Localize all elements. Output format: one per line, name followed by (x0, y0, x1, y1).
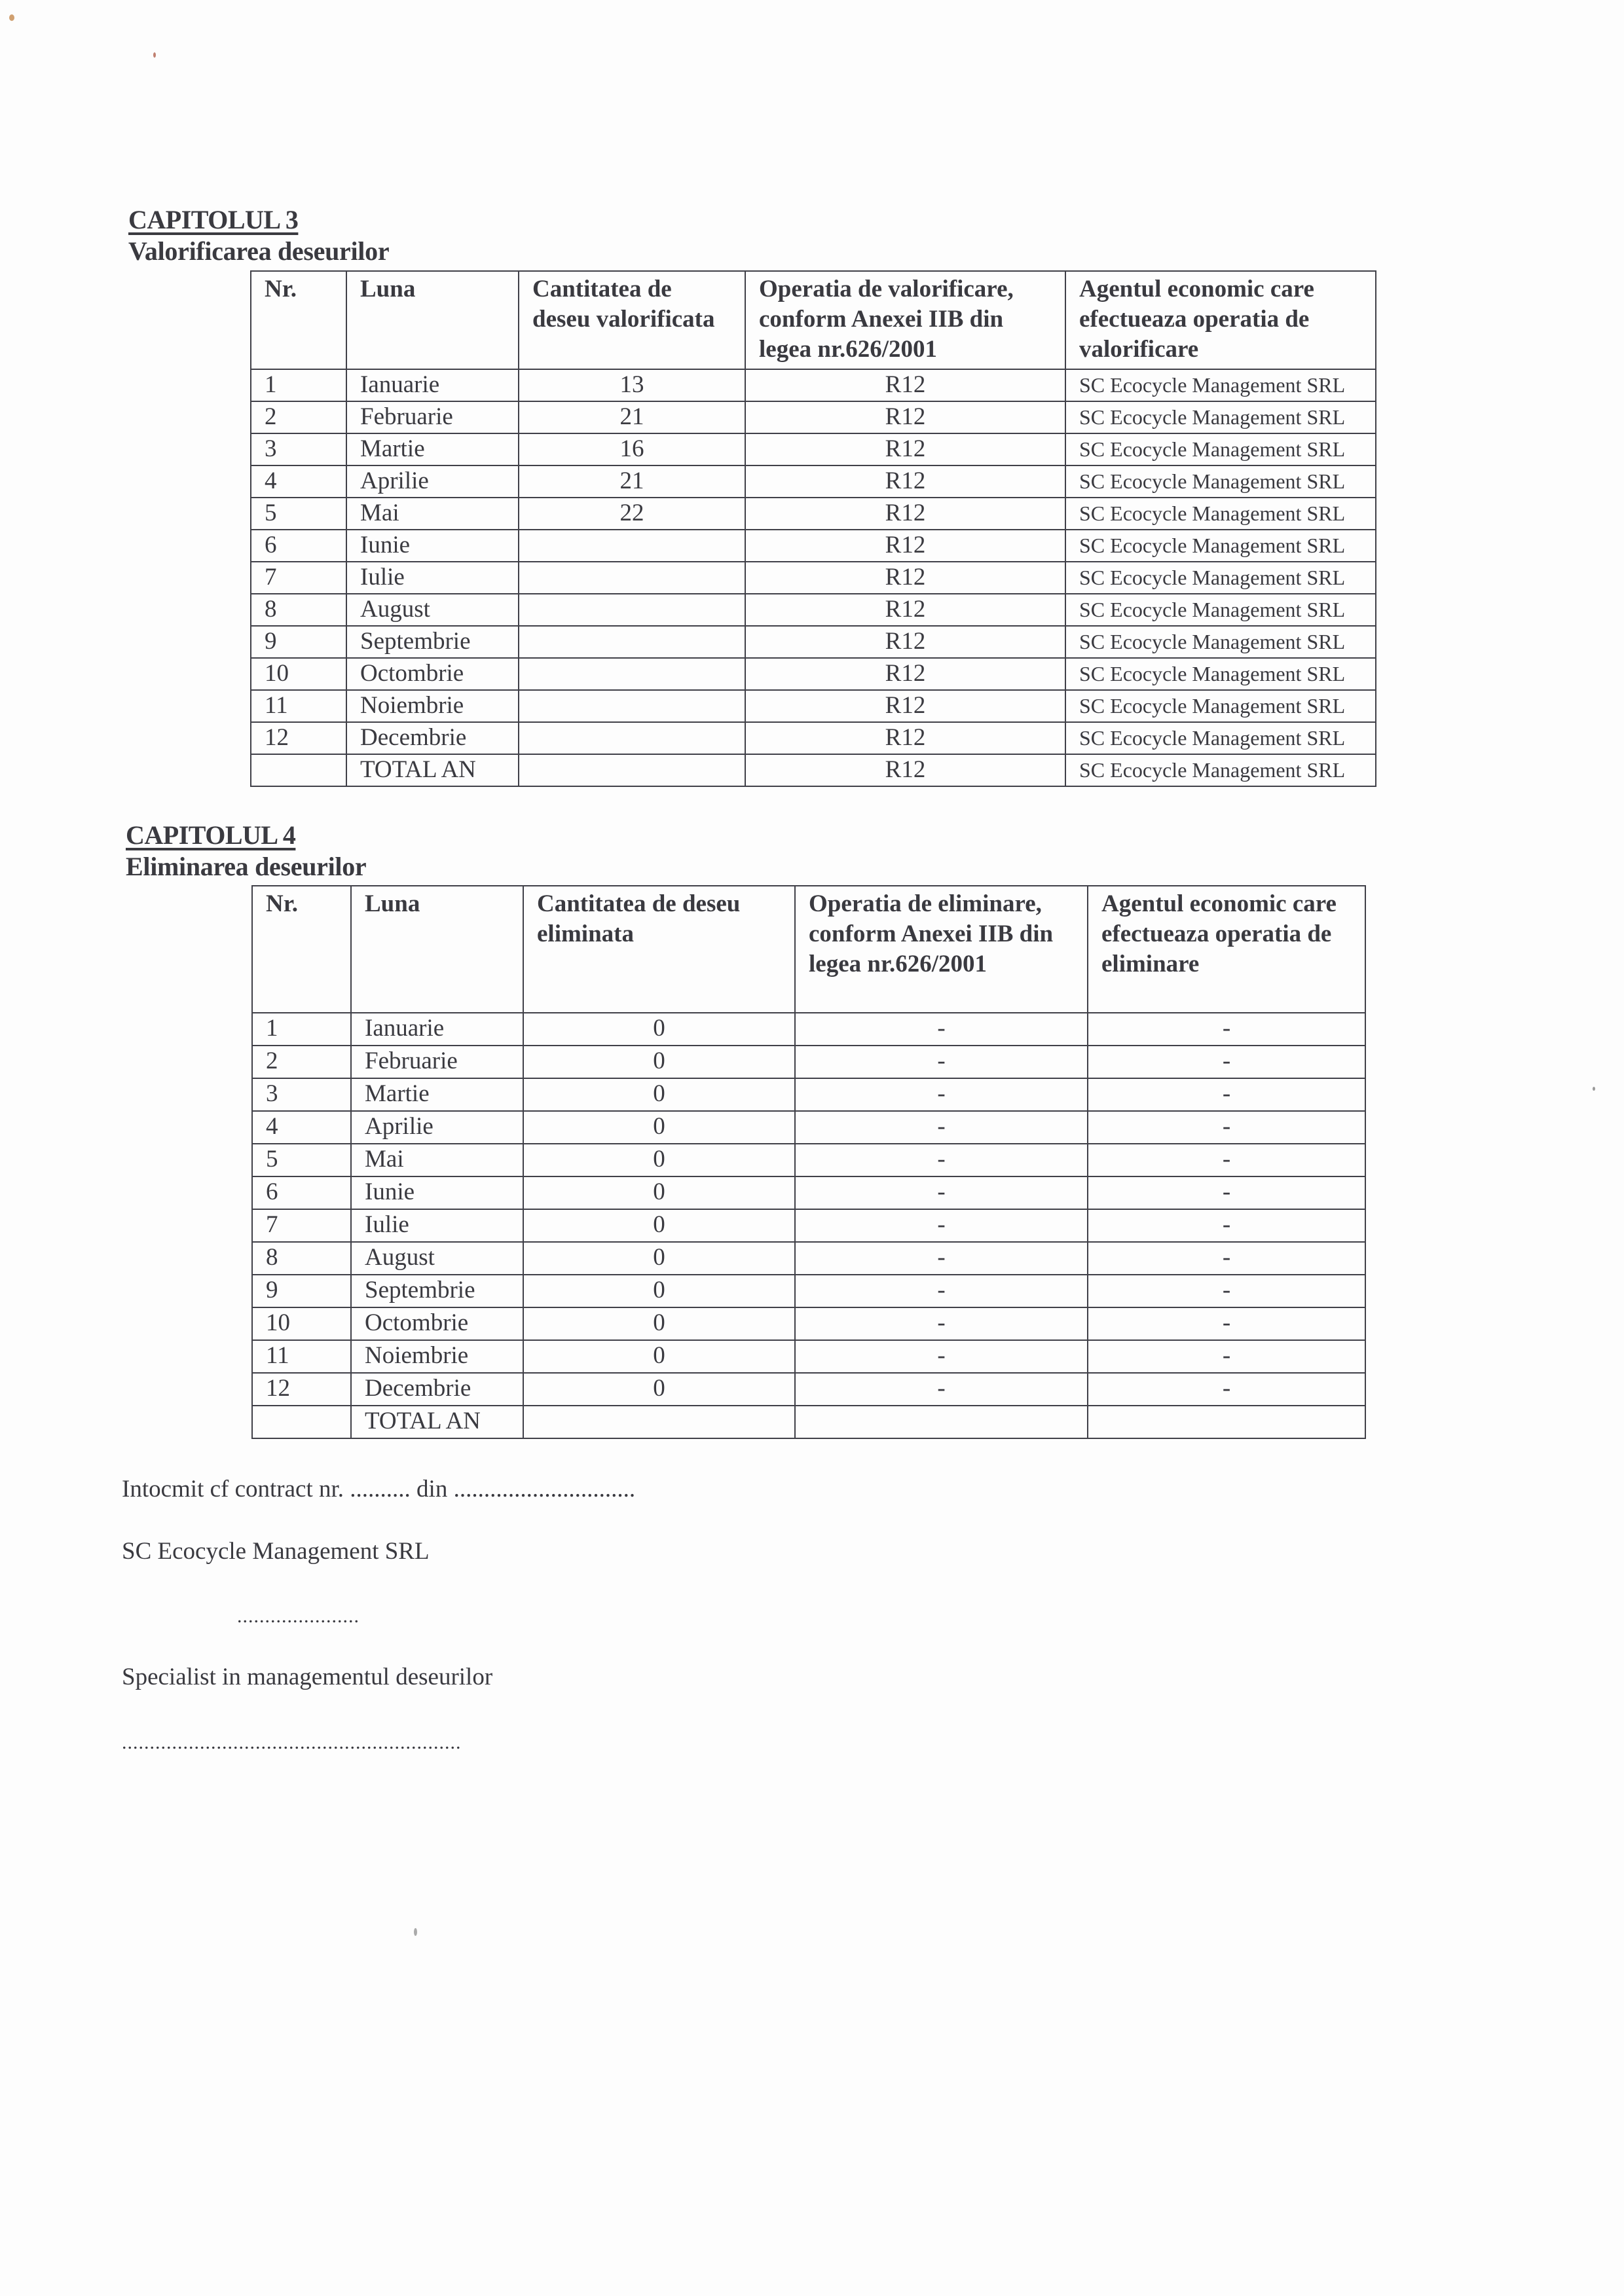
cell-cantitate (519, 626, 745, 658)
cell-cantitate: 13 (519, 369, 745, 401)
cell-luna: TOTAL AN (351, 1406, 523, 1438)
cell-nr: 12 (251, 722, 346, 754)
cell-operatia: R12 (745, 658, 1065, 690)
specialist-label: Specialist in managementul deseurilor (122, 1664, 493, 1690)
cell-nr: 8 (251, 594, 346, 626)
table-header-row (251, 271, 1376, 369)
cell-nr: 9 (251, 626, 346, 658)
scan-speck (9, 14, 14, 21)
table-row (252, 1176, 1365, 1209)
cell-nr: 4 (252, 1111, 351, 1144)
cell-nr: 7 (252, 1209, 351, 1242)
cell-operatia: R12 (745, 754, 1065, 786)
cell-agent: SC Ecocycle Management SRL (1065, 626, 1376, 658)
cell-nr (251, 754, 346, 786)
cell-luna: Iulie (346, 562, 519, 594)
cell-operatia: R12 (745, 626, 1065, 658)
cell-cantitate (519, 722, 745, 754)
cell-nr: 11 (252, 1340, 351, 1373)
cell-cantitate: 22 (519, 498, 745, 530)
header-luna: Luna (346, 271, 519, 369)
table-row (252, 1373, 1365, 1406)
scan-speck (153, 52, 156, 58)
specialist-signature-line: ............................................................. (122, 1732, 462, 1753)
chapter3-title: CAPITOLUL 3 (128, 205, 299, 234)
cell-cantitate (519, 690, 745, 722)
cell-cantitate: 0 (523, 1307, 795, 1340)
table-row (251, 690, 1376, 722)
cell-luna: Iulie (351, 1209, 523, 1242)
cell-cantitate: 0 (523, 1111, 795, 1144)
cell-cantitate: 21 (519, 401, 745, 433)
cell-luna: Mai (346, 498, 519, 530)
table-row (251, 562, 1376, 594)
cell-cantitate: 0 (523, 1275, 795, 1307)
cell-operatia: - (795, 1242, 1088, 1275)
cell-operatia: R12 (745, 498, 1065, 530)
header-agent: Agentul economic care efectueaza operatia de eliminare (1088, 886, 1365, 1013)
table-row (252, 1307, 1365, 1340)
cell-agent: - (1088, 1340, 1365, 1373)
cell-cantitate (519, 754, 745, 786)
cell-nr: 2 (252, 1046, 351, 1078)
table-row (252, 1013, 1365, 1046)
cell-operatia: - (795, 1340, 1088, 1373)
cell-operatia: - (795, 1373, 1088, 1406)
cell-agent: - (1088, 1046, 1365, 1078)
cell-operatia: R12 (745, 401, 1065, 433)
cell-operatia: - (795, 1111, 1088, 1144)
cell-cantitate: 0 (523, 1209, 795, 1242)
company-name: SC Ecocycle Management SRL (122, 1538, 430, 1565)
cell-luna: Decembrie (351, 1373, 523, 1406)
eliminare-table (251, 885, 1366, 1439)
cell-luna: Septembrie (346, 626, 519, 658)
cell-nr: 4 (251, 465, 346, 498)
cell-luna: Decembrie (346, 722, 519, 754)
cell-agent: - (1088, 1176, 1365, 1209)
cell-nr: 10 (252, 1307, 351, 1340)
cell-nr: 12 (252, 1373, 351, 1406)
header-cantitate: Cantitatea de deseu valorificata (519, 271, 745, 369)
cell-luna: Octombrie (351, 1307, 523, 1340)
cell-cantitate: 0 (523, 1144, 795, 1176)
chapter4-title: CAPITOLUL 4 (126, 820, 296, 850)
cell-agent: SC Ecocycle Management SRL (1065, 722, 1376, 754)
cell-luna: Octombrie (346, 658, 519, 690)
cell-cantitate (519, 658, 745, 690)
cell-nr: 2 (251, 401, 346, 433)
header-nr: Nr. (251, 271, 346, 369)
cell-luna: Iunie (351, 1176, 523, 1209)
cell-nr: 10 (251, 658, 346, 690)
cell-operatia: - (795, 1307, 1088, 1340)
cell-operatia: - (795, 1275, 1088, 1307)
cell-agent: - (1088, 1078, 1365, 1111)
table-row (252, 1275, 1365, 1307)
cell-cantitate: 0 (523, 1373, 795, 1406)
table-row (252, 1144, 1365, 1176)
cell-nr: 11 (251, 690, 346, 722)
cell-agent: SC Ecocycle Management SRL (1065, 690, 1376, 722)
cell-agent: SC Ecocycle Management SRL (1065, 530, 1376, 562)
table-row (252, 1406, 1365, 1438)
cell-cantitate (523, 1406, 795, 1438)
cell-nr: 8 (252, 1242, 351, 1275)
header-cantitate: Cantitatea de deseu eliminata (523, 886, 795, 1013)
cell-cantitate (519, 594, 745, 626)
cell-agent (1088, 1406, 1365, 1438)
cell-agent: - (1088, 1373, 1365, 1406)
cell-operatia: R12 (745, 465, 1065, 498)
cell-nr (252, 1406, 351, 1438)
table-row (252, 1111, 1365, 1144)
cell-nr: 7 (251, 562, 346, 594)
table-row (251, 754, 1376, 786)
cell-operatia: R12 (745, 722, 1065, 754)
cell-luna: Noiembrie (351, 1340, 523, 1373)
cell-agent: - (1088, 1307, 1365, 1340)
table-row (251, 401, 1376, 433)
cell-agent: SC Ecocycle Management SRL (1065, 498, 1376, 530)
table-row (251, 433, 1376, 465)
cell-cantitate: 0 (523, 1340, 795, 1373)
cell-cantitate (519, 530, 745, 562)
table-row (252, 1209, 1365, 1242)
table-row (251, 369, 1376, 401)
cell-nr: 6 (251, 530, 346, 562)
contract-line: Intocmit cf contract nr. .......... din .............................. (122, 1476, 636, 1503)
cell-nr: 3 (251, 433, 346, 465)
header-operatia: Operatia de valorificare, conform Anexei IIB din legea nr.626/2001 (745, 271, 1065, 369)
cell-operatia: R12 (745, 562, 1065, 594)
table-row (251, 465, 1376, 498)
cell-operatia: R12 (745, 369, 1065, 401)
header-luna: Luna (351, 886, 523, 1013)
cell-luna: Iunie (346, 530, 519, 562)
cell-agent: SC Ecocycle Management SRL (1065, 465, 1376, 498)
cell-luna: Februarie (346, 401, 519, 433)
table-row (251, 594, 1376, 626)
cell-agent: SC Ecocycle Management SRL (1065, 369, 1376, 401)
cell-luna: Aprilie (351, 1111, 523, 1144)
scan-speck (1593, 1087, 1595, 1091)
table-row (252, 1340, 1365, 1373)
cell-agent: - (1088, 1275, 1365, 1307)
cell-agent: - (1088, 1209, 1365, 1242)
cell-luna: August (351, 1242, 523, 1275)
cell-nr: 5 (252, 1144, 351, 1176)
cell-nr: 3 (252, 1078, 351, 1111)
table-row (252, 1046, 1365, 1078)
table-row (251, 498, 1376, 530)
cell-operatia: - (795, 1176, 1088, 1209)
cell-cantitate: 21 (519, 465, 745, 498)
table-row (252, 1078, 1365, 1111)
valorificare-table (250, 270, 1376, 787)
scan-speck (414, 1928, 417, 1936)
cell-luna: Februarie (351, 1046, 523, 1078)
cell-nr: 9 (252, 1275, 351, 1307)
cell-nr: 6 (252, 1176, 351, 1209)
cell-luna: Aprilie (346, 465, 519, 498)
cell-agent: SC Ecocycle Management SRL (1065, 658, 1376, 690)
table-row (251, 530, 1376, 562)
cell-cantitate: 0 (523, 1013, 795, 1046)
cell-luna: Noiembrie (346, 690, 519, 722)
cell-agent: - (1088, 1111, 1365, 1144)
table-row (251, 722, 1376, 754)
cell-agent: SC Ecocycle Management SRL (1065, 754, 1376, 786)
cell-cantitate: 16 (519, 433, 745, 465)
cell-agent: SC Ecocycle Management SRL (1065, 562, 1376, 594)
cell-luna: Ianuarie (351, 1013, 523, 1046)
cell-agent: SC Ecocycle Management SRL (1065, 594, 1376, 626)
cell-cantitate (519, 562, 745, 594)
cell-luna: TOTAL AN (346, 754, 519, 786)
cell-operatia: R12 (745, 690, 1065, 722)
cell-operatia: - (795, 1144, 1088, 1176)
cell-nr: 5 (251, 498, 346, 530)
cell-nr: 1 (251, 369, 346, 401)
cell-luna: Martie (351, 1078, 523, 1111)
cell-agent: SC Ecocycle Management SRL (1065, 401, 1376, 433)
header-operatia: Operatia de eliminare, conform Anexei IIB din legea nr.626/2001 (795, 886, 1088, 1013)
cell-agent: SC Ecocycle Management SRL (1065, 433, 1376, 465)
chapter4-subtitle: Eliminarea deseurilor (126, 852, 367, 881)
cell-operatia: - (795, 1209, 1088, 1242)
cell-operatia: R12 (745, 594, 1065, 626)
cell-cantitate: 0 (523, 1176, 795, 1209)
table-row (251, 626, 1376, 658)
cell-cantitate: 0 (523, 1242, 795, 1275)
cell-operatia: - (795, 1046, 1088, 1078)
company-signature-line: ...................... (237, 1605, 360, 1627)
cell-operatia (795, 1406, 1088, 1438)
cell-luna: August (346, 594, 519, 626)
table-row (252, 1242, 1365, 1275)
cell-luna: Martie (346, 433, 519, 465)
chapter3-subtitle: Valorificarea deseurilor (128, 236, 390, 266)
header-nr: Nr. (252, 886, 351, 1013)
cell-operatia: R12 (745, 433, 1065, 465)
cell-cantitate: 0 (523, 1046, 795, 1078)
cell-cantitate: 0 (523, 1078, 795, 1111)
table-row (251, 658, 1376, 690)
cell-luna: Mai (351, 1144, 523, 1176)
cell-agent: - (1088, 1013, 1365, 1046)
cell-luna: Ianuarie (346, 369, 519, 401)
table-header-row (252, 886, 1365, 1013)
cell-operatia: - (795, 1013, 1088, 1046)
header-agent: Agentul economic care efectueaza operatia de valorificare (1065, 271, 1376, 369)
cell-operatia: - (795, 1078, 1088, 1111)
cell-agent: - (1088, 1242, 1365, 1275)
cell-luna: Septembrie (351, 1275, 523, 1307)
cell-agent: - (1088, 1144, 1365, 1176)
cell-operatia: R12 (745, 530, 1065, 562)
cell-nr: 1 (252, 1013, 351, 1046)
